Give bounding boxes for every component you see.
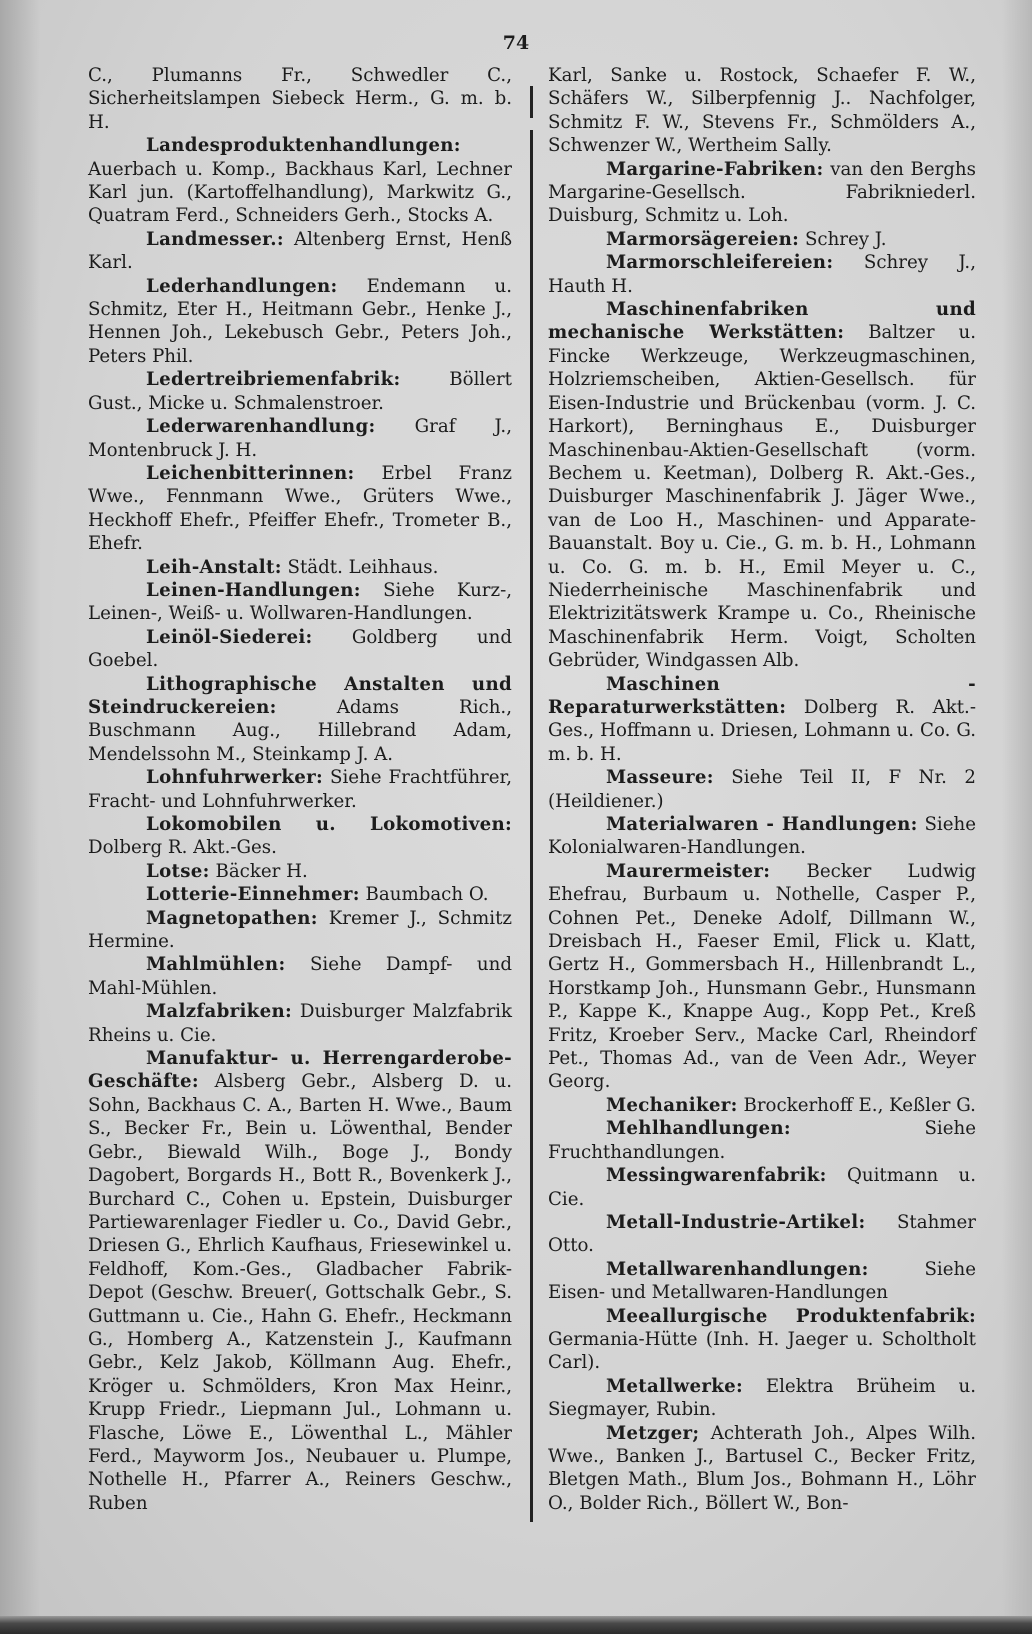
- left-lead-in: [88, 64, 512, 134]
- entry-heading: Maurermeister:: [606, 860, 771, 882]
- directory-entry: [88, 766, 512, 813]
- entry-heading: Lederhandlungen:: [146, 275, 338, 297]
- directory-entry: [548, 1305, 976, 1375]
- directory-entry: [548, 1422, 976, 1516]
- column-divider-top: [530, 86, 533, 118]
- entry-text: Schrey J.: [804, 228, 887, 250]
- directory-entry: [88, 275, 512, 369]
- entry-text: Dolberg R. Akt.-Ges., Hoffmann u. Driesen, Lohmann u. Co. G. m. b. H.: [548, 696, 976, 765]
- directory-entry: [88, 953, 512, 1000]
- entry-heading: Margarine-Fabriken:: [606, 158, 824, 180]
- entry-heading: Metzger;: [606, 1422, 700, 1444]
- entry-text: Siehe Kurz-, Leinen-, Weiß- u. Wollwaren-Handlungen.: [88, 579, 512, 625]
- right-entry-list: [548, 158, 976, 1516]
- directory-entry: [88, 860, 512, 883]
- entry-heading: Leih-Anstalt:: [146, 556, 282, 578]
- entry-heading: Leinöl-Siederei:: [146, 626, 313, 648]
- entry-heading: Malzfabriken:: [146, 1001, 292, 1023]
- page-gutter-shadow: [0, 0, 40, 1634]
- directory-entry: [88, 556, 512, 579]
- directory-entry: [88, 1000, 512, 1047]
- directory-entry: [88, 626, 512, 673]
- column-divider: [530, 130, 533, 1522]
- entry-heading: Lohnfuhrwerker:: [146, 767, 323, 789]
- entry-heading: Mahlmühlen:: [146, 954, 286, 976]
- directory-entry: [548, 158, 976, 228]
- entry-text: Kremer J., Schmitz Hermine.: [88, 907, 512, 953]
- entry-heading: Lotterie-Einnehmer:: [146, 884, 360, 906]
- entry-text: C., Plumanns Fr., Schwedler C., Sicherheitslampen Siebeck Herm., G. m. b. H.: [88, 65, 512, 133]
- directory-entry: [548, 1094, 976, 1117]
- entry-heading: Manufaktur- u. Herrengarderobe-Geschäfte:: [88, 1048, 512, 1093]
- entry-heading: Lithographische Anstalten und Steindruckereien:: [88, 673, 512, 718]
- entry-text: Alsberg Gebr., Alsberg D. u. Sohn, Backhaus C. A., Barten H. Wwe., Baum S., Becker Fr., Bein u. Löwenthal, Bender Gebr., Biewald Wilh., Boge J., Bondy Dagobert, Borgards H., Bott R., Bovenkerk J., Burchard C., Cohen u. Epstein, Duisburger Partiewarenlager Fiedler u. Co., David Gebr., Driesen G., Ehrlich Kaufhaus, Friesewinkel u. Feldhoff, Kom.-Ges., Gladbacher Fabrik-Depot (Geschw. Breuer(, Gottschalk Gebr., S. Guttmann u. Cie., Hahn G. Ehefr., Heckmann G., Homberg A., Katzenstein J., Kaufmann Gebr., Kelz Jakob, Köllmann Aug. Ehefr., Kröger u. Schmölders, Kron Max Heinr., Krupp Friedr., Liepmann Jul., Lohmann u. Flasche, Löwe E., Löwenthal L., Mähler Ferd., Mayworm Jos., Neubauer u. Plumpe, Nothelle H., Pfarrer A., Reiners Geschw., Ruben: [88, 1071, 512, 1514]
- entry-heading: Marmorsägereien:: [606, 228, 800, 250]
- entry-heading: Metall-Industrie-Artikel:: [606, 1211, 866, 1233]
- entry-text: Baltzer u. Fincke Werkzeuge, Werkzeugmaschinen, Holzriemscheiben, Aktien-Gesellsch. für Eisen-Industrie und Brückenbau (vorm. J. C. Harkort), Berninghaus E., Duisburger Maschinenbau-Aktien-Gesellschaft (vorm. Bechem u. Keetman), Dolberg R. Akt.-Ges., Duisburger Maschinenfabrik J. Jäger Wwe., van de Loo H., Maschinen- und Apparate-Bauanstalt. Boy u. Cie., G. m. b. H., Lohmann u. Co. G. m. b. H., Emil Meyer u. C., Niederrheinische Maschinenfabrik und Elektrizitätswerk Krampe u. Co., Rheinische Maschinenfabrik Herm. Voigt, Scholten Gebrüder, Windgassen Alb.: [548, 322, 976, 672]
- entry-text: Endemann u. Schmitz, Eter H., Heitmann Gebr., Henke J., Hennen Joh., Lekebusch Gebr., Peters Joh., Peters Phil.: [88, 275, 512, 367]
- directory-entry: [88, 673, 512, 767]
- entry-text: Siehe Teil II, F Nr. 2 (Heildiener.): [548, 767, 976, 812]
- directory-entry: [88, 1047, 512, 1515]
- page-bottom-edge: [0, 1616, 1032, 1634]
- page-number: 74: [502, 32, 530, 54]
- entry-text: Baumbach O.: [365, 884, 489, 906]
- entry-text: Stahmer Otto.: [548, 1211, 976, 1257]
- directory-entry: [88, 813, 512, 860]
- entry-text: Dolberg R. Akt.-Ges.: [88, 837, 277, 859]
- page-edge-shadow: [1002, 0, 1032, 1634]
- entry-text: Siehe Kolonialwaren-Handlungen.: [548, 814, 976, 859]
- directory-entry: [548, 298, 976, 673]
- entry-heading: Maschinen - Reparaturwerkstätten:: [548, 673, 976, 718]
- directory-entry: [88, 228, 512, 275]
- entry-heading: Lokomobilen u. Lokomotiven:: [146, 814, 512, 835]
- right-column: [548, 64, 976, 1515]
- left-entry-list: [88, 134, 512, 1515]
- entry-heading: Marmorschleifereien:: [606, 252, 834, 274]
- directory-entry: [548, 228, 976, 251]
- directory-entry: [548, 1211, 976, 1258]
- entry-text: Duisburger Malzfabrik Rheins u. Cie.: [88, 1001, 512, 1046]
- entry-text: Achterath Joh., Alpes Wilh. Wwe., Banken J., Bartusel C., Becker Fritz, Bletgen Math., Blum Jos., Bohmann H., Löhr O., Bolder Rich., Böllert W., Bon-: [548, 1422, 976, 1514]
- directory-entry: [88, 579, 512, 626]
- entry-text: Germania-Hütte (Inh. H. Jaeger u. Scholtholt Carl).: [548, 1328, 976, 1374]
- directory-entry: [548, 860, 976, 1094]
- directory-entry: [548, 1258, 976, 1305]
- entry-heading: Lederwarenhandlung:: [146, 416, 376, 438]
- entry-text: Schrey J., Hauth H.: [548, 252, 976, 297]
- entry-text: Graf J., Montenbruck J. H.: [88, 416, 512, 461]
- entry-heading: Landmesser.:: [146, 228, 284, 250]
- directory-entry: [88, 368, 512, 415]
- directory-entry: [548, 813, 976, 860]
- entry-text: Quitmann u. Cie.: [548, 1165, 976, 1210]
- entry-text: Städt. Leihhaus.: [287, 556, 439, 578]
- entry-text: Siehe Fruchthandlungen.: [548, 1118, 976, 1163]
- entry-heading: Meeallurgische Produktenfabrik:: [606, 1305, 976, 1327]
- entry-heading: Metallwarenhandlungen:: [606, 1258, 869, 1280]
- entry-heading: Magnetopathen:: [146, 907, 318, 929]
- directory-entry: [548, 1375, 976, 1422]
- directory-entry: [88, 907, 512, 954]
- directory-entry: [548, 766, 976, 813]
- entry-text: Karl, Sanke u. Rostock, Schaefer F. W., Schäfers W., Silberpfennig J.. Nachfolger, Schmitz F. W., Stevens Fr., Schmölders A., Schwenzer W., Wertheim Sally.: [548, 65, 976, 157]
- entry-text: van den Berghs Margarine-Gesellsch. Fabrikniederl. Duisburg, Schmitz u. Loh.: [548, 158, 976, 227]
- directory-entry: [88, 415, 512, 462]
- entry-text: Goldberg und Goebel.: [88, 626, 512, 672]
- entry-text: Altenberg Ernst, Henß Karl.: [88, 228, 512, 274]
- entry-heading: Masseure:: [606, 767, 714, 789]
- entry-text: Brockerhoff E., Keßler G.: [743, 1094, 976, 1116]
- entry-heading: Metallwerke:: [606, 1375, 744, 1397]
- entry-text: Auerbach u. Komp., Backhaus Karl, Lechner Karl jun. (Kartoffelhandlung), Markwitz G., Quatram Ferd., Schneiders Gerh., Stocks A.: [88, 158, 512, 227]
- entry-heading: Landesproduktenhandlungen:: [146, 135, 461, 157]
- directory-entry: [88, 134, 512, 228]
- entry-text: Elektra Brüheim u. Siegmayer, Rubin.: [548, 1375, 976, 1421]
- entry-text: Siehe Dampf- und Mahl-Mühlen.: [88, 954, 512, 999]
- directory-entry: [88, 883, 512, 906]
- directory-entry: [548, 251, 976, 298]
- entry-heading: Messingwarenfabrik:: [606, 1165, 827, 1187]
- right-lead-in: [548, 64, 976, 158]
- directory-entry: [548, 1117, 976, 1164]
- entry-text: Adams Rich., Buschmann Aug., Hillebrand Adam, Mendelssohn M., Steinkamp J. A.: [88, 696, 512, 765]
- entry-text: Siehe Frachtführer, Fracht- und Lohnfuhrwerker.: [88, 767, 512, 812]
- directory-entry: [548, 673, 976, 767]
- directory-entry: [548, 1164, 976, 1211]
- entry-text: Böllert Gust., Micke u. Schmalenstroer.: [88, 369, 512, 414]
- directory-entry: [88, 462, 512, 556]
- entry-text: Siehe Eisen- und Metallwaren-Handlungen: [548, 1258, 976, 1304]
- entry-heading: Mechaniker:: [606, 1094, 738, 1116]
- entry-heading: Ledertreibriemenfabrik:: [146, 369, 401, 391]
- entry-heading: Maschinenfabriken und mechanische Werkstätten:: [548, 299, 976, 344]
- entry-heading: Lotse:: [146, 860, 210, 882]
- entry-heading: Leichenbitterinnen:: [146, 462, 355, 484]
- entry-heading: Materialwaren - Handlungen:: [606, 814, 918, 835]
- entry-heading: Leinen-Handlungen:: [146, 579, 361, 601]
- entry-text: Erbel Franz Wwe., Fennmann Wwe., Grüters Wwe., Heckhoff Ehefr., Pfeiffer Ehefr., Trometer B., Ehefr.: [88, 462, 512, 555]
- left-column: [88, 64, 512, 1515]
- entry-text: Becker Ludwig Ehefrau, Burbaum u. Nothelle, Casper P., Cohnen Pet., Deneke Adolf, Dillmann W., Dreisbach H., Faeser Emil, Flick u. Klatt, Gertz H., Gommersbach H., Hillenbrandt L., Horstkamp Joh., Hunsmann Gebr., Hunsmann P., Kappe K., Knappe Aug., Kopp Pet., Kreß Fritz, Kroeber Serv., Macke Carl, Rheindorf Pet., Thomas Ad., van de Veen Adr., Weyer Georg.: [548, 860, 976, 1093]
- entry-text: Bäcker H.: [215, 860, 308, 882]
- entry-heading: Mehlhandlungen:: [606, 1118, 791, 1140]
